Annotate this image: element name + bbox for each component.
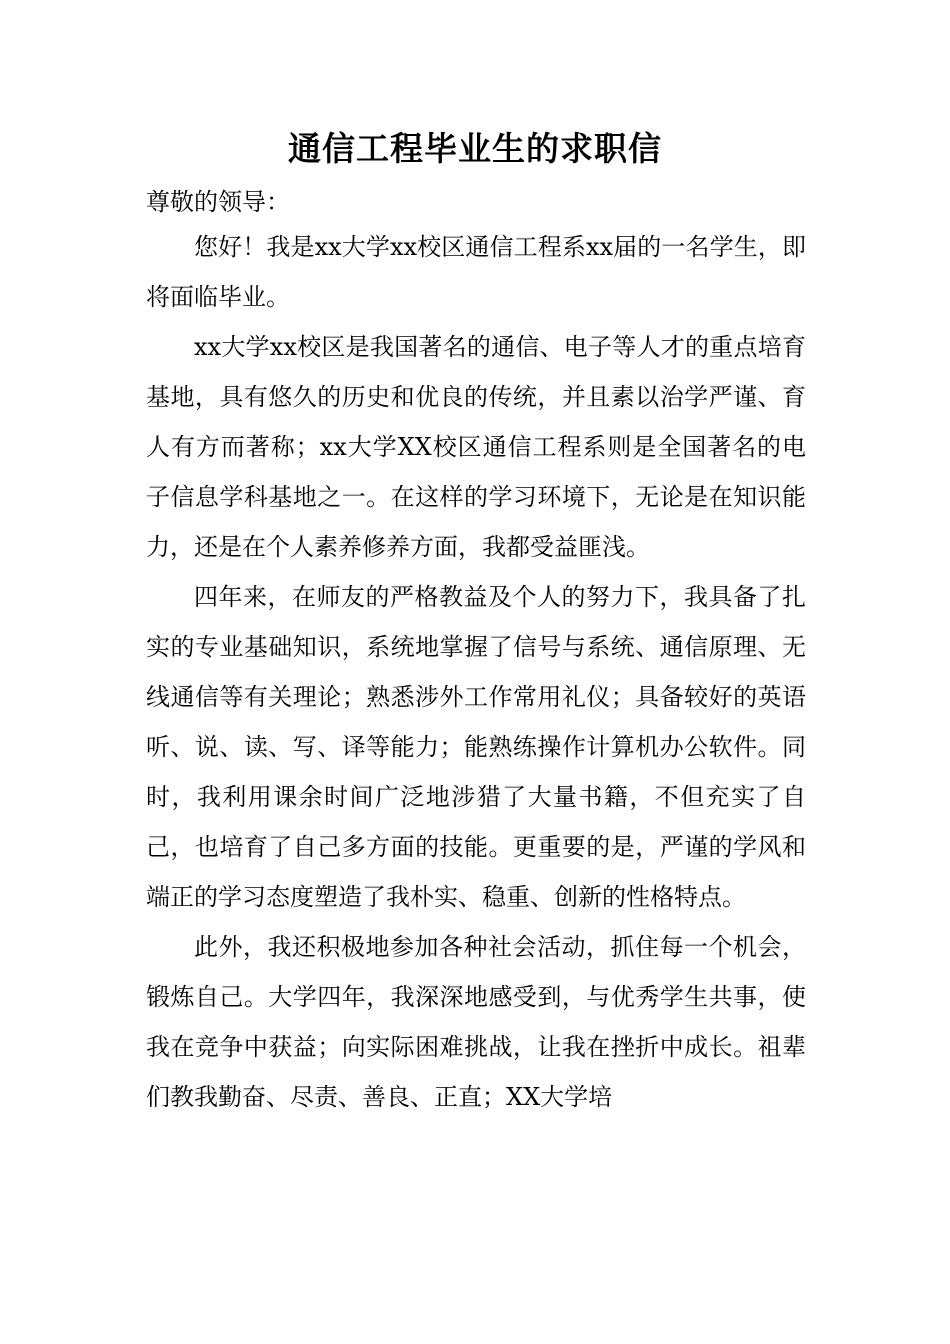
document-title: 通信工程毕业生的求职信 (288, 129, 662, 168)
paragraph-greeting: 您好！我是xx大学xx校区通信工程系xx届的一名学生，即将面临毕业。 (146, 233, 806, 311)
paragraph-university: xx大学xx校区是我国著名的通信、电子等人才的重点培育基地，具有悠久的历史和优良的传统，并且素以治学严谨、育人有方而著称；xx大学XX校区通信工程系则是全国著名的电子信息学科基地之一。在这样的学习环境下，无论是在知识能力，还是在个人素养修养方面，我都受益匪浅。 (146, 333, 806, 561)
paragraph-activities: 此外，我还积极地参加各种社会活动，抓住每一个机会，锻炼自己。大学四年，我深深地感受到，与优秀学生共事，使我在竞争中获益；向实际困难挑战，让我在挫折中成长。祖辈们教我勤奋、尽责、善良、正直；XX大学培 (146, 933, 806, 1111)
letter-body (146, 182, 806, 1122)
paragraph-skills: 四年来，在师友的严格教益及个人的努力下，我具备了扎实的专业基础知识，系统地掌握了信号与系统、通信原理、无线通信等有关理论；熟悉涉外工作常用礼仪；具备较好的英语听、说、读、写、译等能力；能熟练操作计算机办公软件。同时，我利用课余时间广泛地涉猎了大量书籍，不但充实了自己，也培育了自己多方面的技能。更重要的是，严谨的学风和端正的学习态度塑造了我朴实、稳重、创新的性格特点。 (146, 583, 806, 911)
salutation: 尊敬的领导： (146, 188, 290, 216)
